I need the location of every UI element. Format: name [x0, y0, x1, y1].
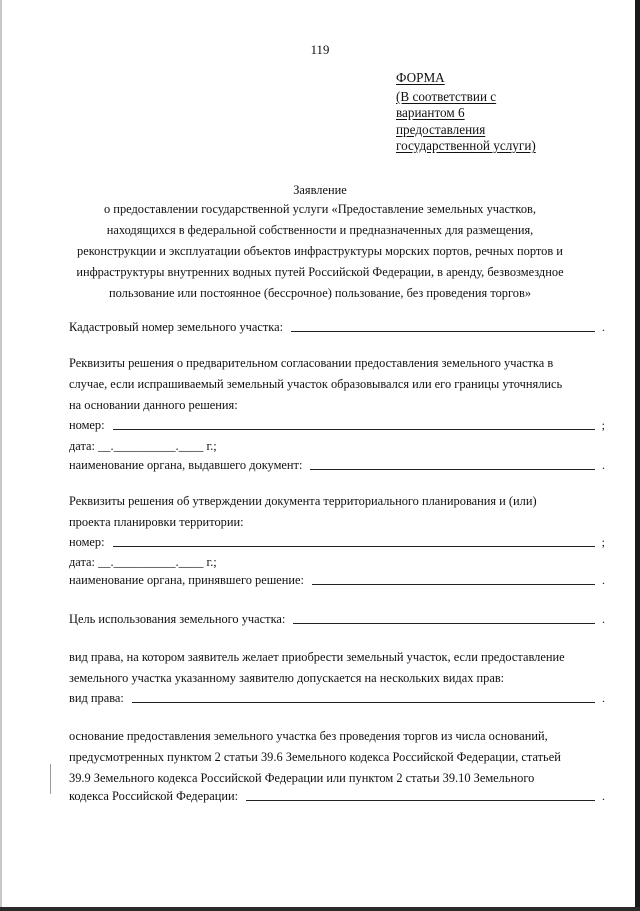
territorial-date-blank[interactable]: __.__________.____ г.;	[98, 555, 217, 569]
preliminary-date-blank[interactable]: __.__________.____ г.;	[98, 439, 217, 453]
preliminary-number-field[interactable]: номер: ;	[69, 418, 605, 432]
cadastral-number-blank[interactable]	[291, 330, 595, 332]
preliminary-intro-line: на основании данного решения:	[69, 398, 238, 412]
preliminary-date-field[interactable]: дата: __.__________.____ г.;	[69, 439, 217, 453]
scan-left-edge	[0, 0, 2, 911]
cadastral-number-field[interactable]: Кадастровый номер земельного участка: .	[69, 320, 605, 334]
preliminary-intro-line: Реквизиты решения о предварительном согласовании предоставления земельного участка в	[69, 356, 554, 370]
basis-intro-line: основание предоставления земельного участка без проведения торгов из числа оснований,	[69, 729, 548, 743]
territorial-number-blank[interactable]	[113, 545, 595, 547]
statement-line: пользование или постоянное (бессрочное) пользование, без проведения торгов»	[108, 286, 532, 300]
territorial-intro-line: проекта планировки территории:	[69, 515, 244, 529]
right-type-intro-line: вид права, на котором заявитель желает приобрести земельный участок, если предоставление	[69, 650, 565, 664]
scan-bottom-edge	[0, 907, 640, 911]
preliminary-intro-line: случае, если испрашиваемый земельный участок образовывался или его границы уточнялись	[69, 377, 563, 391]
basis-intro-line: 39.9 Земельного кодекса Российской Федерации или пунктом 2 статьи 39.10 Земельного	[69, 771, 535, 785]
purpose-blank[interactable]	[293, 622, 595, 624]
right-type-field[interactable]: вид права: .	[69, 691, 605, 705]
territorial-authority-blank[interactable]	[312, 583, 595, 585]
statement-line: инфраструктуры внутренних водных путей Российской Федерации, в аренду, безвозмездное	[76, 265, 564, 279]
form-header	[396, 70, 536, 155]
territorial-intro-line: Реквизиты решения об утверждении документа территориального планирования и (или)	[69, 494, 537, 508]
territorial-authority-field[interactable]: наименование органа, принявшего решение: .	[69, 573, 605, 587]
statement-line: находящихся в федеральной собственности и предназначенных для размещения,	[106, 223, 534, 237]
scan-right-edge	[635, 0, 640, 911]
preliminary-authority-field[interactable]: наименование органа, выдавшего документ: .	[69, 458, 605, 472]
form-header-line: (В соответствии с	[396, 88, 497, 104]
preliminary-number-blank[interactable]	[113, 428, 595, 430]
statement-body	[60, 199, 580, 304]
right-type-blank[interactable]	[132, 701, 595, 703]
cadastral-number-label: Кадастровый номер земельного участка:	[69, 320, 284, 334]
form-header-line: государственной услуги)	[396, 138, 536, 153]
statement-title: Заявление	[293, 183, 347, 197]
basis-field[interactable]: кодекса Российской Федерации: .	[69, 789, 605, 803]
basis-blank[interactable]	[246, 799, 595, 801]
right-type-intro-line: земельного участка указанному заявителю допускается на нескольких видах прав:	[69, 671, 505, 685]
territorial-date-field[interactable]: дата: __.__________.____ г.;	[69, 555, 217, 569]
form-header-line: вариантом 6	[396, 105, 465, 120]
form-title: ФОРМА	[396, 70, 445, 85]
statement-line: о предоставлении государственной услуги «Предоставление земельных участков,	[104, 202, 536, 216]
basis-intro-line: предусмотренных пунктом 2 статьи 39.6 Земельного кодекса Российской Федерации, статьей	[69, 750, 561, 764]
form-header-line: предоставления	[396, 121, 486, 137]
purpose-field[interactable]: Цель использования земельного участка: .	[69, 612, 605, 626]
scan-artifact	[50, 764, 51, 794]
page-number: 119	[310, 43, 330, 57]
territorial-number-field[interactable]: номер: ;	[69, 535, 605, 549]
statement-line: реконструкции и эксплуатации объектов инфраструктуры морских портов, речных портов и	[77, 244, 563, 258]
preliminary-authority-blank[interactable]	[310, 468, 595, 470]
